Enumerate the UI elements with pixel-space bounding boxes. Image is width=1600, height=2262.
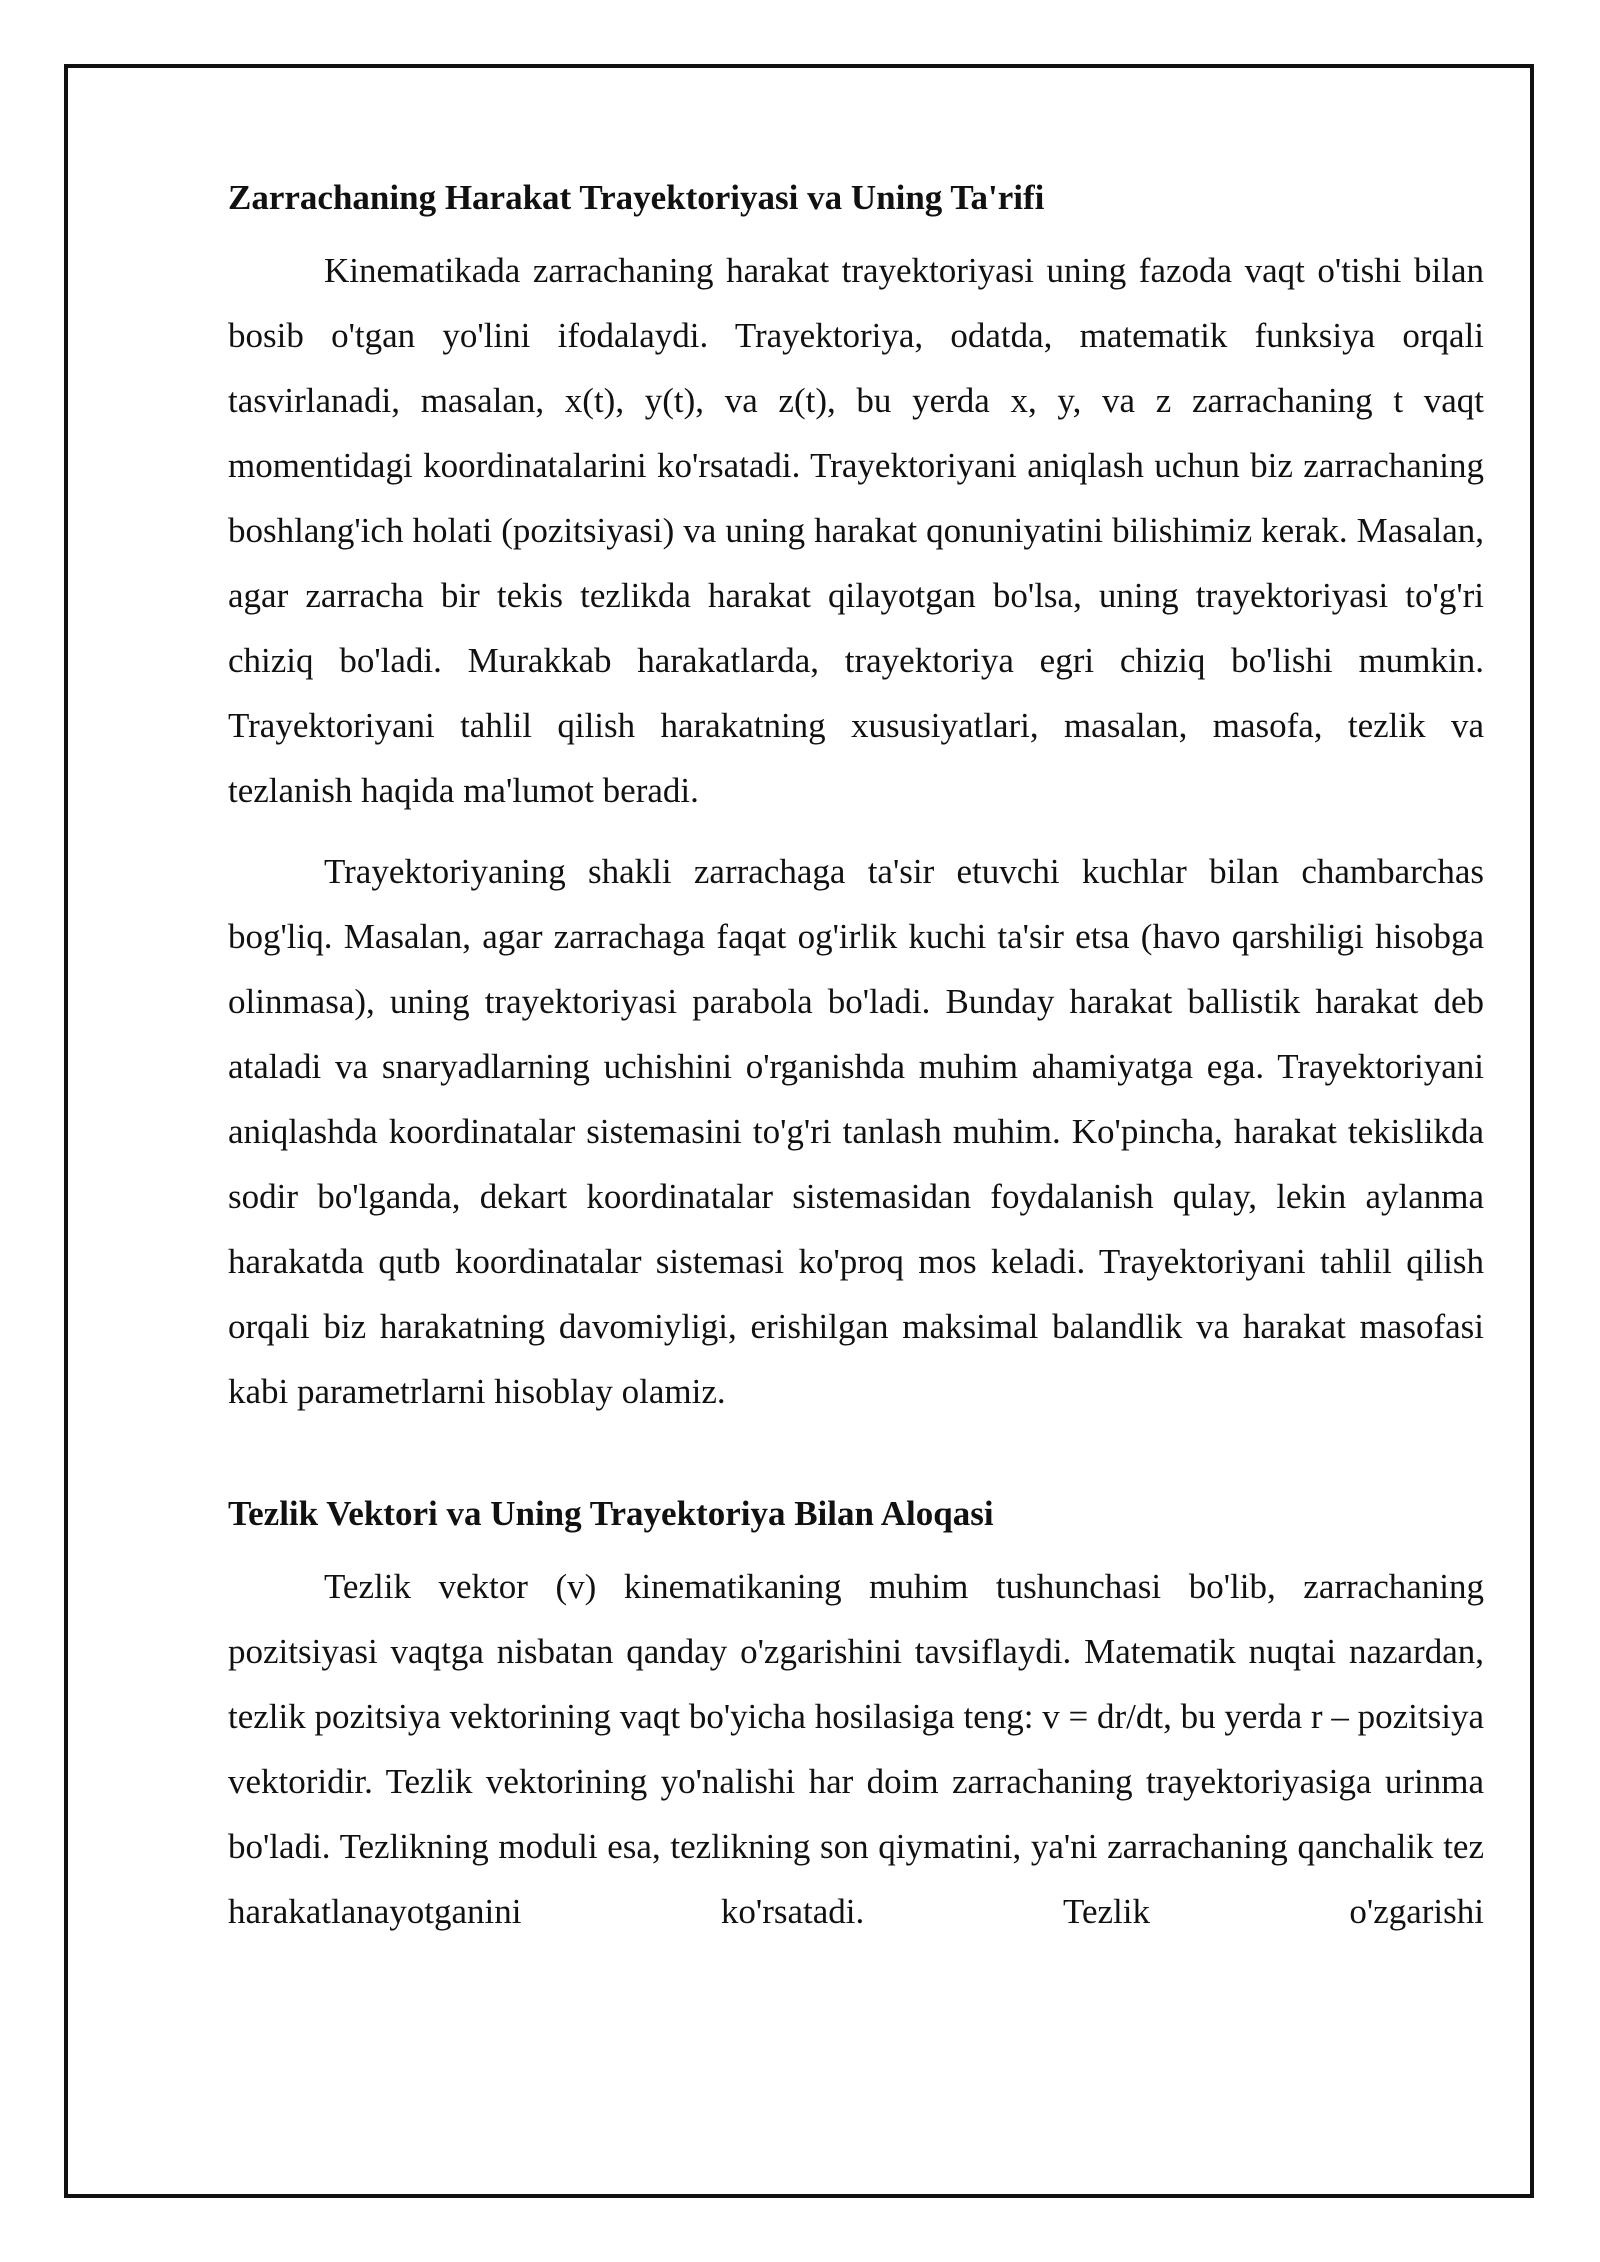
section-heading: Tezlik Vektori va Uning Trayektoriya Bilan Aloqasi	[228, 1494, 994, 1533]
paragraph: Kinematikada zarrachaning harakat trayektoriyasi uning fazoda vaqt o'tishi bilan bosib o'tgan yo'lini ifodalaydi. Trayektoriya, odatda, matematik funksiya orqali tasvirlanadi, masalan, x(t), y(t), va z(t), bu yerda x, y, va z zarrachaning t vaqt momentidagi koordinatalarini ko'rsatadi. Trayektoriyani aniqlash uchun biz zarrachaning boshlang'ich holati (pozitsiyasi) va uning harakat qonuniyatini bilishimiz kerak. Masalan, agar zarracha bir tekis tezlikda harakat qilayotgan bo'lsa, uning trayektoriyasi to'g'ri chiziq bo'ladi. Murakkab harakatlarda, trayektoriya egri chiziq bo'lishi mumkin. Trayektoriyani tahlil qilish harakatning xususiyatlari, masalan, masofa, tezlik va tezlanish haqida ma'lumot beradi.	[228, 251, 1484, 810]
document-body	[228, 168, 1484, 1960]
section-trajectory	[228, 168, 1484, 1424]
section-heading: Zarrachaning Harakat Trayektoriyasi va Uning Ta'rifi	[228, 178, 1045, 217]
paragraph: Trayektoriyaning shakli zarrachaga ta'sir etuvchi kuchlar bilan chambarchas bog'liq. Masalan, agar zarrachaga faqat og'irlik kuchi ta'sir etsa (havo qarshiligi hisobga olinmasa), uning trayektoriyasi parabola bo'ladi. Bunday harakat ballistik harakat deb ataladi va snaryadlarning uchishini o'rganishda muhim ahamiyatga ega. Trayektoriyani aniqlashda koordinatalar sistemasini to'g'ri tanlash muhim. Ko'pincha, harakat tekislikda sodir bo'lganda, dekart koordinatalar sistemasidan foydalanish qulay, lekin aylanma harakatda qutb koordinatalar sistemasi ko'proq mos keladi. Trayektoriyani tahlil qilish orqali biz harakatning davomiyligi, erishilgan maksimal balandlik va harakat masofasi kabi parametrlarni hisoblay olamiz.	[228, 852, 1484, 1411]
section-velocity-vector	[228, 1484, 1484, 1944]
paragraph: Tezlik vektor (v) kinematikaning muhim tushunchasi bo'lib, zarrachaning pozitsiyasi vaqtga nisbatan qanday o'zgarishini tavsiflaydi. Matematik nuqtai nazardan, tezlik pozitsiya vektorining vaqt bo'yicha hosilasiga teng: v = dr/dt, bu yerda r – pozitsiya vektoridir. Tezlik vektorining yo'nalishi har doim zarrachaning trayektoriyasiga urinma bo'ladi. Tezlikning moduli esa, tezlikning son qiymatini, ya'ni zarrachaning qanchalik tez harakatlanayotganini ko'rsatadi. Tezlik o'zgarishi	[228, 1567, 1484, 1931]
